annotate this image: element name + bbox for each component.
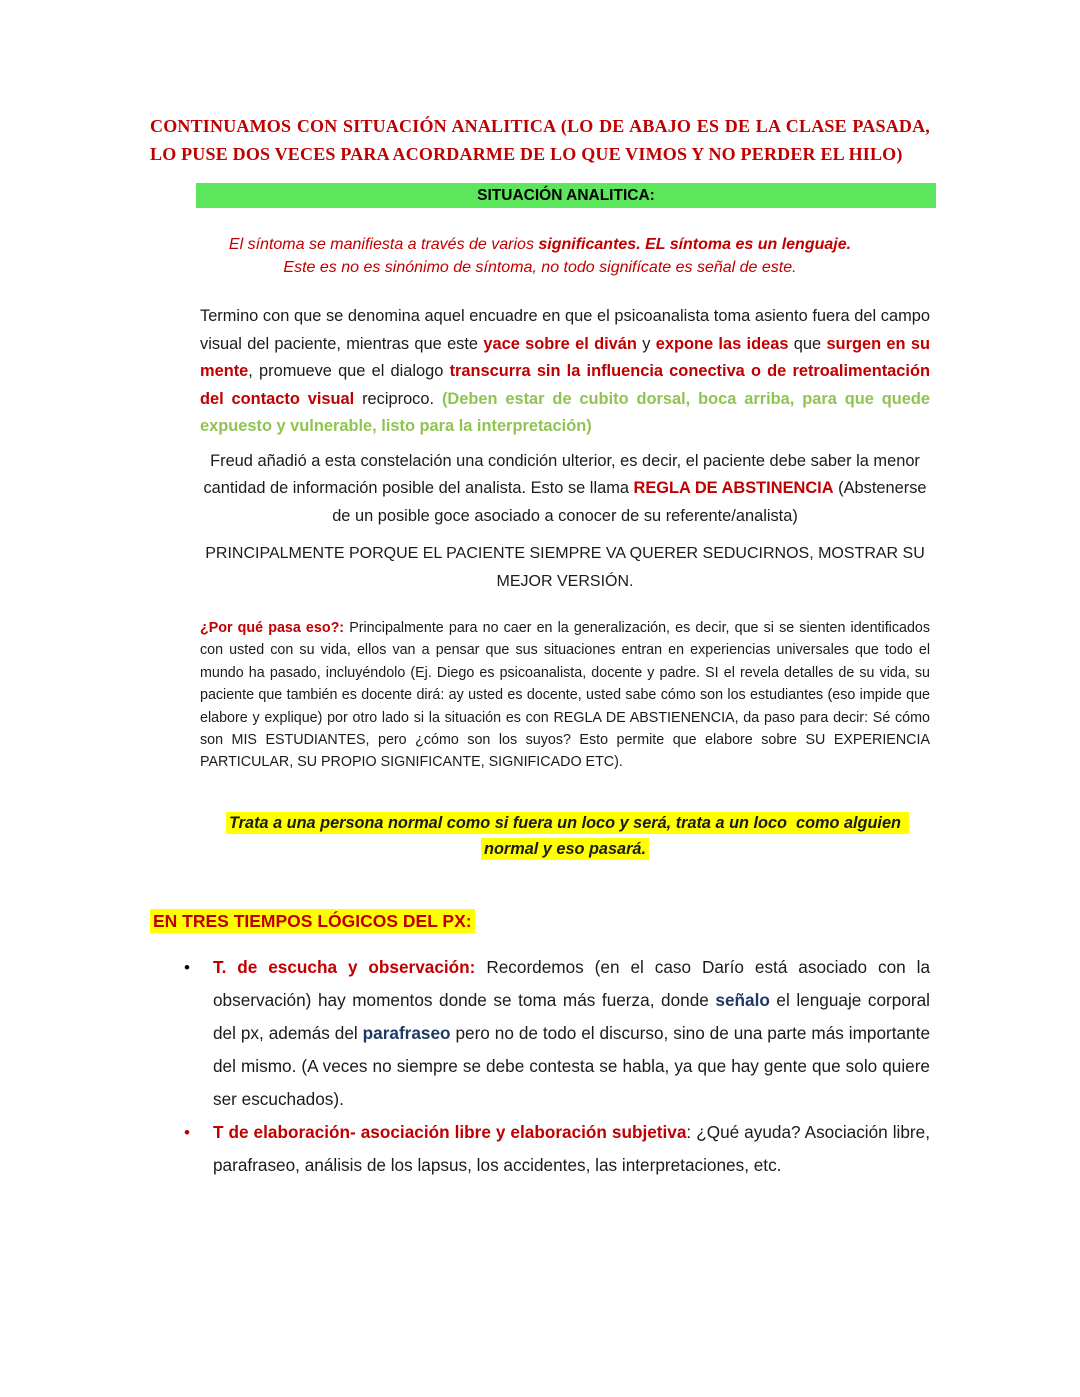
heading-tres-tiempos [150,908,930,934]
list-item [184,1116,930,1182]
section-title-bar [196,183,936,208]
list-item [184,951,931,1116]
paragraph-freud: Freud añadió a esta constelación una condición ulterior, es decir, el paciente debe saber la menor cantidad de información posible del analista. Esto se llama REGLA DE ABSTINENCIA (Abstenerse de un posible goce asociado a conocer de su referente/analista) [203,451,927,525]
bullet-list [150,951,930,1182]
highlighted-quote-text: Trata a una persona normal como si fuera un loco y será, trata a un loco como alguien normal y eso pasará. [226,812,908,860]
bullet-icon: • [184,957,190,977]
section-title: SITUACIÓN ANALITICA: [477,187,655,204]
bullet-elaboracion: T de elaboración- asociación libre y elaboración subjetiva: ¿Qué ayuda? Asociación libre, parafraseo, análisis de los lapsus, los accidentes, las interpretaciones, etc. [213,1121,930,1175]
paragraph-principalmente: PRINCIPALMENTE PORQUE EL PACIENTE SIEMPRE VA QUERER SEDUCIRNOS, MOSTRAR SU MEJOR VERSIÓN. [205,545,925,590]
epigraph-line-2: Este es no es sinónimo de síntoma, no todo signifícate es señal de este. [283,259,797,276]
paragraph-encuadre: Termino con que se denomina aquel encuadre en que el psicoanalista toma asiento fuera del campo visual del paciente, mientras que este yace sobre el diván y expone las ideas que surgen en su mente, promueve que el dialogo transcurra sin la influencia conectiva o de retroalimentación del contacto visual reciproco. (Deben estar de cubito dorsal, boca arriba, para que quede expuesto y vulnerable, listo para la interpretación) [200,307,930,435]
highlighted-quote [200,810,930,862]
heading-tres-tiempos-text: EN TRES TIEMPOS LÓGICOS DEL PX: [150,909,475,933]
paragraph-por-que-pasa-eso: ¿Por qué pasa eso?: Principalmente para no caer en la generalización, es decir, que si se sienten identificados con usted con su vida, ellos van a pensar que sus situaciones entran en experiencias universales que todo el mundo ha pasado, incluyéndolo (Ej. Diego es psicoanalista, docente y padre. SI el revela detalles de su vida, su paciente que también es docente dirá: ay usted es docente, usted sabe cómo son los estudiantes (eso impide que elabore y explique) por otro lado si la situación es con REGLA DE ABSTIENENCIA, da paso para decir: Sé cómo son MIS ESTUDIANTES, pero ¿cómo son los suyos? Esto permite que elabore sobre SU EXPERIENCIA PARTICULAR, SU PROPIO SIGNIFICANTE, SIGNIFICADO ETC). [200,620,930,771]
epigraph-line-1: El síntoma se manifiesta a través de varios significantes. EL síntoma es un lenguaje. [228,236,852,253]
bullet-icon: • [184,1122,190,1142]
bullet-escucha-observacion: T. de escucha y observación: Recordemos (en el caso Darío está asociado con la observación) hay momentos donde se toma más fuerza, donde señalo el lenguaje corporal del px, además del parafraseo pero no de todo el discurso, sino de una parte más importante del mismo. (A veces no siempre se debe contesta se habla, ya que hay gente que solo quiere ser escuchados). [213,956,931,1109]
page-title: CONTINUAMOS CON SITUACIÓN ANALITICA (LO DE ABAJO ES DE LA CLASE PASADA, LO PUSE DOS VECES PARA ACORDARME DE LO QUE VIMOS Y NO PERDER EL HILO) [150,116,930,164]
